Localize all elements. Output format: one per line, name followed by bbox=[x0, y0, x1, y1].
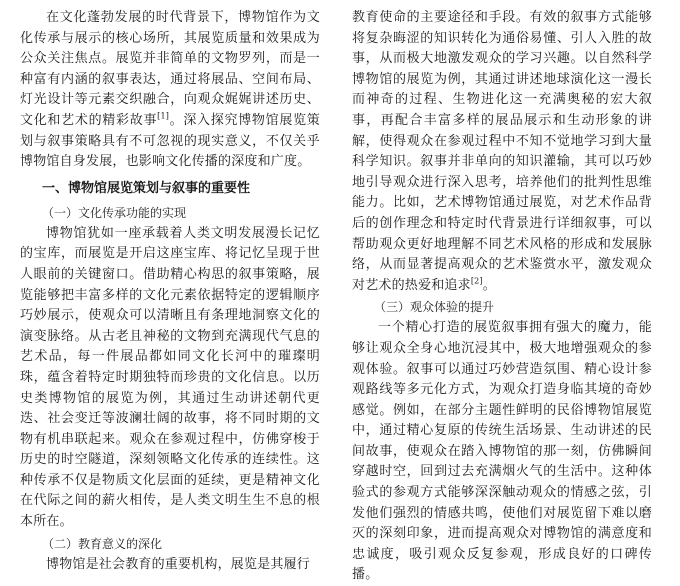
section-heading-1: 一、博物馆展览策划与叙事的重要性 bbox=[42, 180, 251, 196]
left-column bbox=[20, 8, 320, 575]
visitor-experience-paragraph: 一个精心打造的展览叙事拥有强大的魔力，能够让观众全身心地沉浸其中，极大地增强观众的参观体验。叙事可以通过巧妙营造氛围、精心设计参观路线等多元化方式，为观众打造身临其境的奇妙感觉。例如，在部分主题性鲜明的民俗博物馆展览中，通过精心复原的传统生活场景、生动讲述的民间故事，使观众在踏入博物馆的那一刻，仿佛瞬间穿越时空，回到过去充满烟火气的生活中。这种体验式的参观方式能够深深触动观众的情感之弦，引发他们强烈的情感共鸣，使他们对展览留下难以磨灭的深刻印象，进而提高观众对博物馆的满意度和忠诚度，吸引观众反复参观，形成良好的口碑传播。 bbox=[352, 320, 652, 583]
education-text: 教育使命的主要途径和手段。有效的叙事方式能够将复杂晦涩的知识转化为通俗易懂、引人入胜的故事，从而极大地激发观众的学习兴趣。以自然科学博物馆的展览为例，其通过讲述地球演化这一漫长而神奇的过程、生物进化这一充满奥秘的宏大叙事，再配合丰富多样的展品展示和生动形象的讲解，使得观众在参观过程中不知不觉地学习到大量科学知识。叙事并非单向的知识灌输，其可以巧妙地引导观众进行深入思考，培养他们的批判性思维能力。比如，艺术博物馆通过展览，对艺术作品背后的创作理念和特定时代背景进行详细叙事，可以帮助观众更好地理解不同艺术风格的形成和发展脉络，从而显著提高观众的艺术鉴赏水平，激发观众对艺术的热爱和追求 bbox=[352, 10, 652, 293]
subheading-visitor-experience: （三）观众体验的提升 bbox=[374, 300, 495, 315]
intro-paragraph bbox=[20, 8, 320, 173]
intro-text: 在文化蓬勃发展的时代背景下，博物馆作为文化传承与展示的核心场所，其展览质量和效果成为公众关注焦点。展览并非简单的文物罗列，而是一种富有内涵的叙事表达，通过将展品、空间布局、灯光设计等元素交织融合，向观众娓娓讲述历史、文化和艺术的精彩故事 bbox=[20, 10, 320, 128]
intro-text-cont: 。深入探究博物馆展览策划与叙事策略具有不可忽视的现实意义，不仅关乎博物馆自身发展，也影响文化传播的深度和广度。 bbox=[20, 112, 320, 170]
right-column bbox=[352, 8, 652, 586]
subheading-cultural-heritage: （一）文化传承功能的实现 bbox=[42, 205, 187, 220]
education-paragraph-cont bbox=[352, 8, 652, 296]
citation-1: [1] bbox=[157, 111, 170, 121]
education-text-end: 。 bbox=[482, 277, 496, 293]
subheading-education: （二）教育意义的深化 bbox=[42, 536, 163, 551]
citation-2: [2] bbox=[470, 276, 483, 286]
cultural-heritage-paragraph: 博物馆犹如一座承载着人类文明发展漫长记忆的宝库，而展览是开启这座宝库、将记忆呈现于世人眼前的关键窗口。借助精心构思的叙事策略，展览能够把丰富多样的文化元素依据特定的逻辑顺序巧妙展示，使观众可以清晰且有条理地洞察文化的演变脉络。从古老且神秘的文物到充满现代气息的艺术品，每一件展品都如同文化长河中的璀璨明珠，蕴含着特定时期独特而珍贵的文化信息。以历史类博物馆的展览为例，其通过生动讲述朝代更迭、社会变迁等波澜壮阔的故事，将不同时期的文物有机串联起来。观众在参观过程中，仿佛穿梭于历史的时空隧道，深刻领略文化传承的连续性。这种传承不仅是物质文化层面的延续，更是精神文化在代际之间的薪火相传，是人类文明生生不息的根本所在。 bbox=[20, 225, 320, 530]
education-paragraph-start: 博物馆是社会教育的重要机构，展览是其履行 bbox=[46, 556, 311, 572]
